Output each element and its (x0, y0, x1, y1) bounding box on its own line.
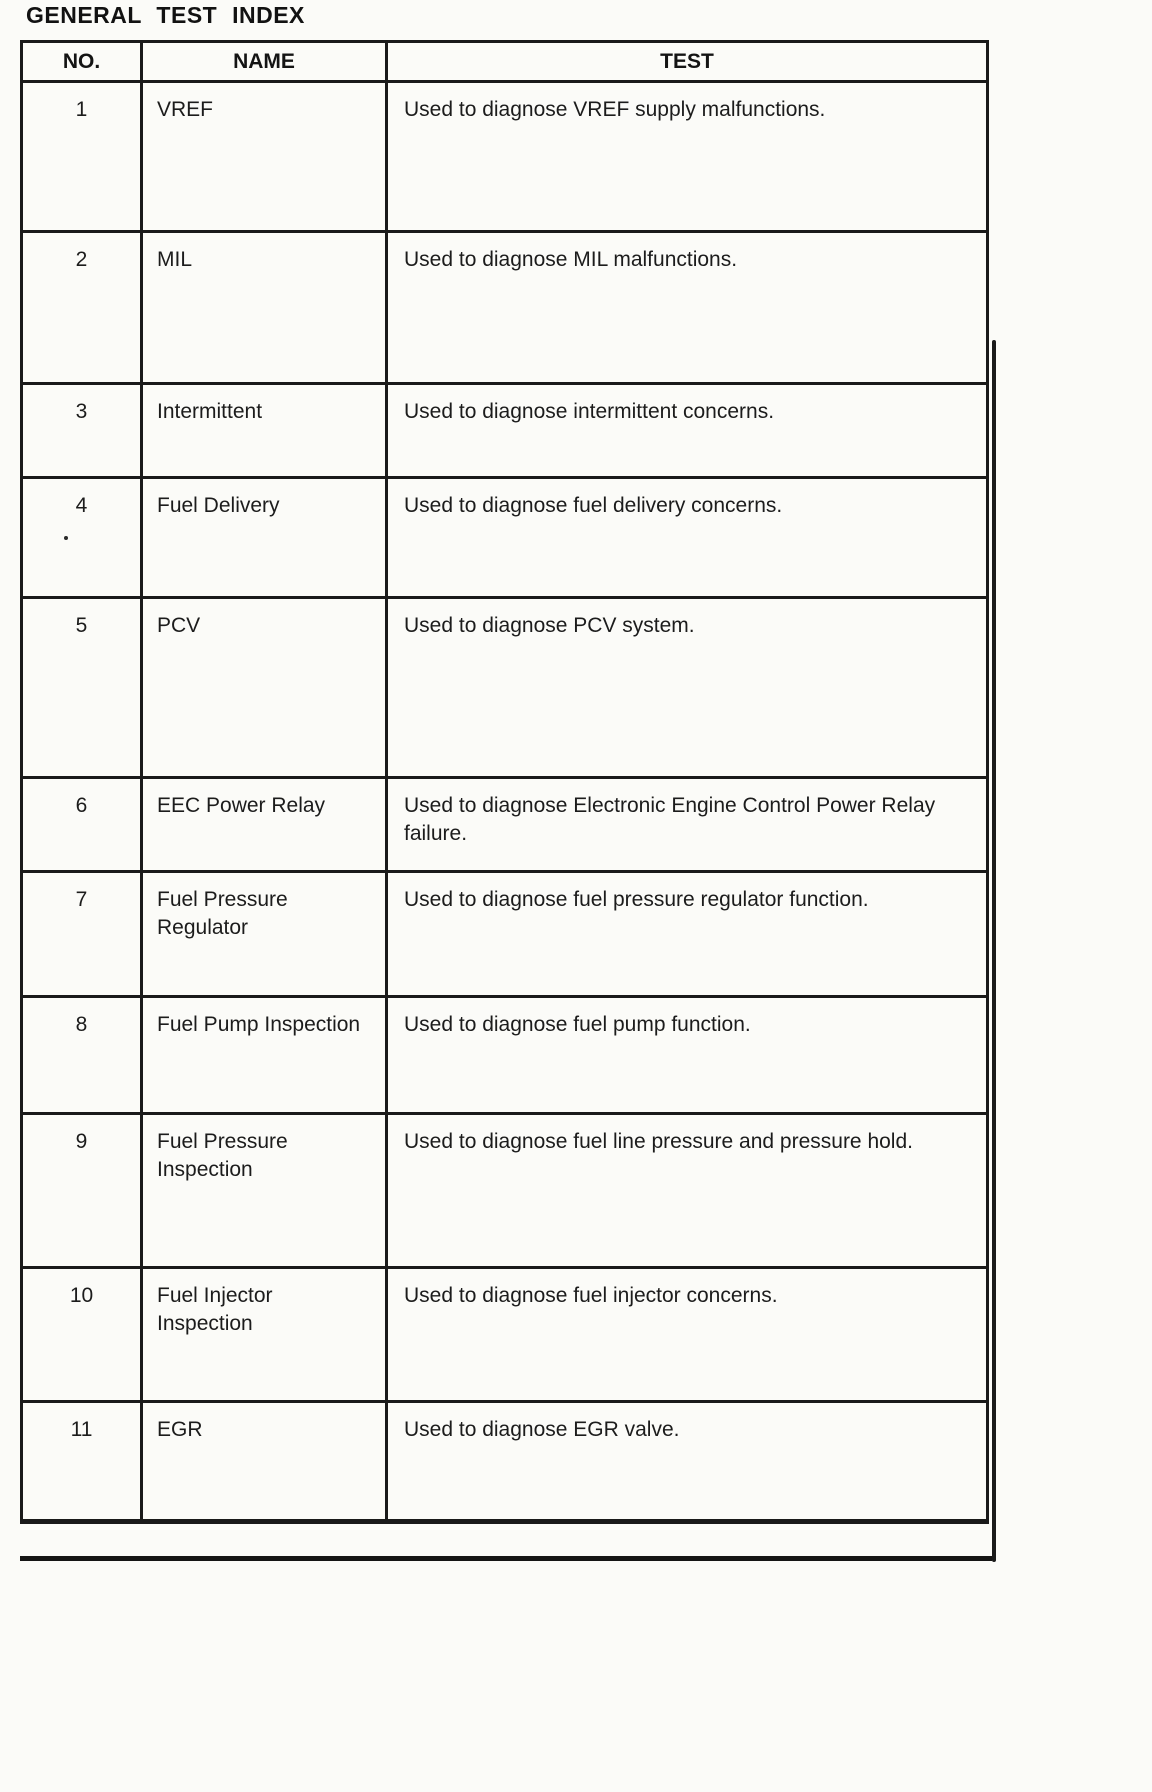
row-no: 4 (22, 478, 142, 598)
row-name: Fuel Injector Inspection (142, 1268, 387, 1402)
table-row (22, 1268, 988, 1402)
row-no: 10 (22, 1268, 142, 1402)
row-no: 2 (22, 232, 142, 384)
table-row (22, 1114, 988, 1268)
row-no: 8 (22, 997, 142, 1114)
page-title: GENERAL TEST INDEX (26, 2, 305, 28)
scan-artifact-right-line (992, 340, 996, 1562)
row-name: Fuel Pressure Inspection (142, 1114, 387, 1268)
scan-artifact-bottom-line (20, 1556, 992, 1561)
row-name: PCV (142, 598, 387, 778)
row-no: 1 (22, 82, 142, 232)
row-no: 11 (22, 1402, 142, 1522)
col-header-name: NAME (142, 42, 387, 82)
row-no: 7 (22, 872, 142, 997)
table-row (22, 778, 988, 872)
col-header-no: NO. (22, 42, 142, 82)
table-row (22, 997, 988, 1114)
row-test: Used to diagnose MIL malfunctions. (387, 232, 988, 384)
table-row (22, 1402, 988, 1522)
table-row (22, 232, 988, 384)
row-name: Intermittent (142, 384, 387, 478)
row-no: 6 (22, 778, 142, 872)
row-no: 5 (22, 598, 142, 778)
row-test: Used to diagnose PCV system. (387, 598, 988, 778)
row-name: EEC Power Relay (142, 778, 387, 872)
col-header-test: TEST (387, 42, 988, 82)
row-name: MIL (142, 232, 387, 384)
table-row (22, 384, 988, 478)
row-name: EGR (142, 1402, 387, 1522)
row-test: Used to diagnose EGR valve. (387, 1402, 988, 1522)
row-test: Used to diagnose fuel pump function. (387, 997, 988, 1114)
header-row (22, 42, 988, 82)
row-test: Used to diagnose VREF supply malfunctions. (387, 82, 988, 232)
table-row (22, 598, 988, 778)
row-name: Fuel Delivery (142, 478, 387, 598)
row-name: Fuel Pump Inspection (142, 997, 387, 1114)
row-test: Used to diagnose fuel delivery concerns. (387, 478, 988, 598)
row-test: Used to diagnose fuel injector concerns. (387, 1268, 988, 1402)
table-row (22, 478, 988, 598)
row-no: 9 (22, 1114, 142, 1268)
table-row (22, 872, 988, 997)
row-name: Fuel Pressure Regulator (142, 872, 387, 997)
row-test: Used to diagnose Electronic Engine Control Power Relay failure. (387, 778, 988, 872)
scan-artifact-dot (64, 536, 68, 540)
table-row (22, 82, 988, 232)
row-no: 3 (22, 384, 142, 478)
general-test-index-table (20, 40, 989, 1524)
row-test: Used to diagnose fuel line pressure and pressure hold. (387, 1114, 988, 1268)
row-name: VREF (142, 82, 387, 232)
row-test: Used to diagnose fuel pressure regulator function. (387, 872, 988, 997)
row-test: Used to diagnose intermittent concerns. (387, 384, 988, 478)
